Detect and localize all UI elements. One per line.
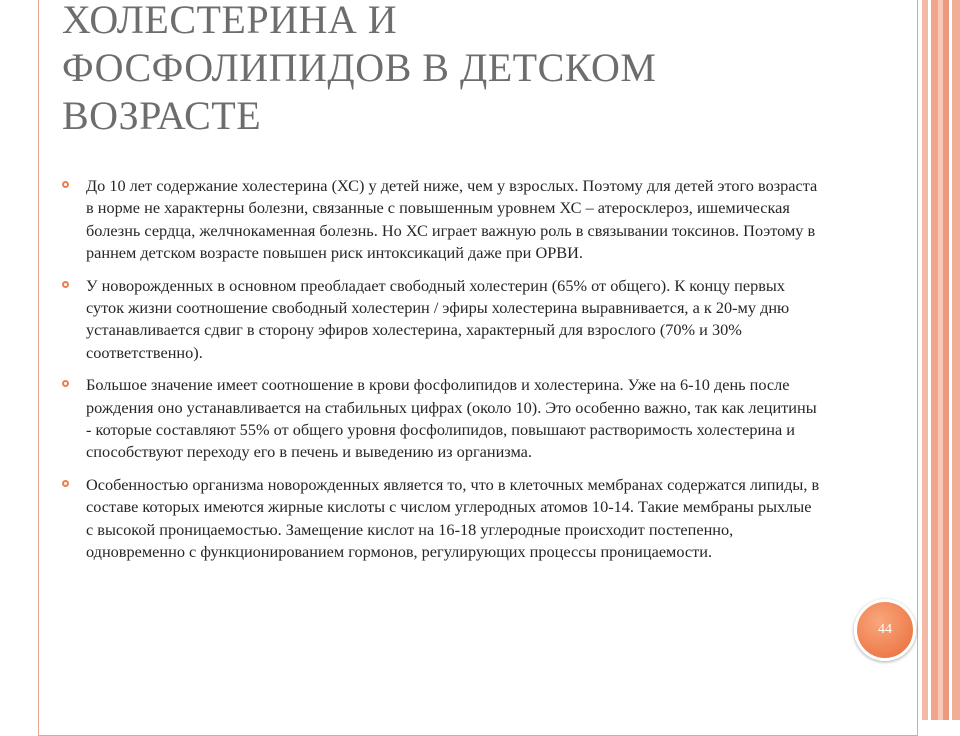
decorative-side-stripes (922, 0, 960, 720)
bullet-item (62, 474, 822, 564)
bullet-circle-icon (62, 181, 69, 188)
bullet-item (62, 275, 822, 365)
slide-title-line: ХОЛЕСТЕРИНА И (62, 0, 398, 42)
bullet-text: До 10 лет содержание холестерина (ХС) у детей ниже, чем у взрослых. Поэтому для детей этого возраста в норме не характерны болезни, связанные с повышенным уровнем ХС – атеросклероз, ишемическая болезнь сердца, желчнокаменная болезнь. Но ХС играет важную роль в связывании токсинов. Поэтому в раннем детском возрасте повышен риск интоксикаций даже при ОРВИ. (86, 176, 818, 263)
bullet-circle-icon (62, 281, 69, 288)
bullet-text: Большое значение имеет соотношение в крови фосфолипидов и холестерина. Уже на 6-10 день после рождения оно устанавливается на стабильных цифрах (около 10). Это особенно важно, так как лецитины - которые составляют 55% от общего уровня фосфолипидов, повышают растворимость холестерина и способствуют переходу его в печень и выведению из организма. (86, 375, 817, 462)
stripe (952, 0, 960, 720)
slide-title-line: ВОЗРАСТЕ (62, 93, 262, 138)
slide-title-line: ФОСФОЛИПИДОВ В ДЕТСКОМ (62, 45, 657, 90)
stripe (931, 0, 938, 720)
slide-title (62, 0, 822, 140)
bullet-list (62, 175, 822, 574)
bullet-circle-icon (62, 480, 69, 487)
bullet-item (62, 175, 822, 265)
page-number-badge: 44 (854, 599, 916, 661)
bullet-text: Особенностью организма новорожденных является то, что в клеточных мембранах содержатся липиды, в составе которых имеются жирные кислоты с числом углеродных атомов 10-14. Такие мембраны рыхлые с высокой проницаемостью. Замещение кислот на 16-18 углеродные происходит постепенно, одновременно с функционированием гормонов, регулирующих процессы проницаемости. (86, 474, 820, 562)
bullet-circle-icon (62, 380, 69, 387)
bullet-text: У новорожденных в основном преобладает свободный холестерин (65% от общего). К концу первых суток жизни соотношение свободный холестерин / эфиры холестерина выравнивается, а к 20-му дню устанавливается сдвиг в сторону эфиров холестерина, характерный для взрослого (70% и 30% соответственно). (86, 275, 790, 362)
bullet-item (62, 374, 822, 464)
